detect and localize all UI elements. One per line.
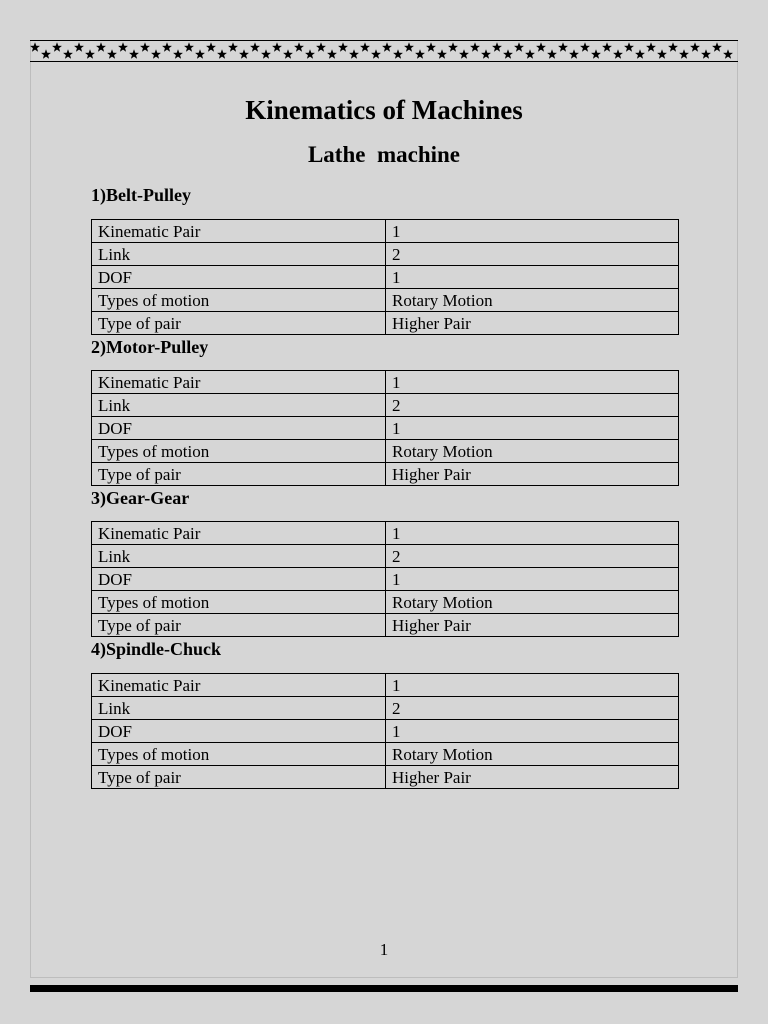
star-icon	[140, 42, 150, 51]
star-border-pattern	[30, 41, 738, 61]
row-label: DOF	[92, 417, 386, 440]
table-row	[92, 440, 679, 463]
star-icon	[107, 49, 117, 58]
star-icon	[316, 42, 326, 51]
star-icon	[261, 49, 271, 58]
star-icon	[679, 49, 689, 58]
row-value: Higher Pair	[386, 312, 679, 335]
star-icon	[591, 49, 601, 58]
star-icon	[602, 42, 612, 51]
row-value: Rotary Motion	[386, 440, 679, 463]
section-heading-spindle-chuck: 4)Spindle-Chuck	[91, 639, 222, 659]
row-value: 1	[386, 417, 679, 440]
star-icon	[415, 49, 425, 58]
table-row	[92, 220, 679, 243]
table-row	[92, 568, 679, 591]
star-icon	[63, 49, 73, 58]
star-icon	[404, 42, 414, 51]
row-label: Types of motion	[92, 289, 386, 312]
row-label: Kinematic Pair	[92, 522, 386, 545]
table-row	[92, 463, 679, 486]
row-value: Higher Pair	[386, 614, 679, 637]
star-icon	[30, 42, 40, 51]
row-value: 2	[386, 243, 679, 266]
table-row	[92, 545, 679, 568]
star-icon	[668, 42, 678, 51]
row-value: 2	[386, 394, 679, 417]
star-icon	[327, 49, 337, 58]
section-heading-motor-pulley: 2)Motor-Pulley	[91, 337, 209, 357]
star-icon	[657, 49, 667, 58]
star-icon	[129, 49, 139, 58]
star-icon	[206, 42, 216, 51]
table-row	[92, 743, 679, 766]
row-value: Rotary Motion	[386, 743, 679, 766]
row-label: Kinematic Pair	[92, 371, 386, 394]
star-icon	[360, 42, 370, 51]
star-icon	[52, 42, 62, 51]
row-label: Type of pair	[92, 463, 386, 486]
table-row	[92, 266, 679, 289]
star-icon	[701, 49, 711, 58]
row-value: 2	[386, 545, 679, 568]
star-icon	[426, 42, 436, 51]
star-icon	[118, 42, 128, 51]
star-icon	[723, 49, 733, 58]
row-value: Rotary Motion	[386, 591, 679, 614]
star-icon	[448, 42, 458, 51]
star-icon	[272, 42, 282, 51]
star-icon	[349, 49, 359, 58]
table-row	[92, 371, 679, 394]
star-icon	[74, 42, 84, 51]
row-label: Type of pair	[92, 614, 386, 637]
table-row	[92, 591, 679, 614]
star-icon	[536, 42, 546, 51]
row-label: Type of pair	[92, 766, 386, 789]
kinematics-table-belt-pulley	[91, 219, 679, 335]
star-icon	[283, 49, 293, 58]
row-value: 1	[386, 220, 679, 243]
row-value: 1	[386, 266, 679, 289]
kinematics-table-motor-pulley	[91, 370, 679, 486]
table-row	[92, 289, 679, 312]
star-icon	[459, 49, 469, 58]
row-value: 1	[386, 522, 679, 545]
row-label: Kinematic Pair	[92, 674, 386, 697]
star-icon	[613, 49, 623, 58]
table-row	[92, 674, 679, 697]
star-icon	[41, 49, 51, 58]
table-row	[92, 697, 679, 720]
row-value: 1	[386, 371, 679, 394]
page-bottom-border	[30, 985, 738, 992]
table-row	[92, 394, 679, 417]
row-label: Link	[92, 243, 386, 266]
star-icon	[437, 49, 447, 58]
star-icon	[195, 49, 205, 58]
table-row	[92, 522, 679, 545]
document-page	[30, 40, 738, 978]
section-heading-belt-pulley: 1)Belt-Pulley	[91, 185, 191, 205]
star-icon	[228, 42, 238, 51]
star-icon	[624, 42, 634, 51]
row-value: Higher Pair	[386, 766, 679, 789]
table-row	[92, 312, 679, 335]
section-heading-gear-gear: 3)Gear-Gear	[91, 488, 190, 508]
star-icon	[635, 49, 645, 58]
star-icon	[338, 42, 348, 51]
kinematics-table-spindle-chuck	[91, 673, 679, 789]
star-icon	[294, 42, 304, 51]
row-label: DOF	[92, 266, 386, 289]
row-value: Higher Pair	[386, 463, 679, 486]
star-icon	[514, 42, 524, 51]
star-icon	[503, 49, 513, 58]
table-row	[92, 614, 679, 637]
star-icon	[470, 42, 480, 51]
row-label: Types of motion	[92, 591, 386, 614]
row-value: 1	[386, 720, 679, 743]
row-label: DOF	[92, 720, 386, 743]
star-icon	[371, 49, 381, 58]
row-label: Kinematic Pair	[92, 220, 386, 243]
star-icon	[712, 42, 722, 51]
star-icon	[690, 42, 700, 51]
document-subtitle: Lathe machine	[307, 142, 461, 167]
row-value: 1	[386, 674, 679, 697]
row-label: DOF	[92, 568, 386, 591]
star-icon	[162, 42, 172, 51]
star-icon	[85, 49, 95, 58]
star-page-border	[30, 40, 738, 62]
star-icon	[646, 42, 656, 51]
star-icon	[151, 49, 161, 58]
star-icon	[250, 42, 260, 51]
star-icon	[547, 49, 557, 58]
row-label: Types of motion	[92, 743, 386, 766]
row-label: Link	[92, 545, 386, 568]
star-icon	[580, 42, 590, 51]
star-icon	[569, 49, 579, 58]
page-number: 1	[379, 940, 389, 959]
row-label: Link	[92, 697, 386, 720]
table-row	[92, 243, 679, 266]
star-icon	[382, 42, 392, 51]
star-icon	[558, 42, 568, 51]
row-value: Rotary Motion	[386, 289, 679, 312]
star-icon	[492, 42, 502, 51]
star-icon	[525, 49, 535, 58]
star-icon	[393, 49, 403, 58]
row-value: 2	[386, 697, 679, 720]
star-icon	[305, 49, 315, 58]
star-icon	[173, 49, 183, 58]
table-row	[92, 720, 679, 743]
document-title: Kinematics of Machines	[245, 95, 523, 125]
star-icon	[96, 42, 106, 51]
table-row	[92, 766, 679, 789]
row-label: Link	[92, 394, 386, 417]
star-icon	[184, 42, 194, 51]
star-icon	[217, 49, 227, 58]
row-label: Types of motion	[92, 440, 386, 463]
star-icon	[239, 49, 249, 58]
kinematics-table-gear-gear	[91, 521, 679, 637]
row-label: Type of pair	[92, 312, 386, 335]
row-value: 1	[386, 568, 679, 591]
star-icon	[481, 49, 491, 58]
table-row	[92, 417, 679, 440]
